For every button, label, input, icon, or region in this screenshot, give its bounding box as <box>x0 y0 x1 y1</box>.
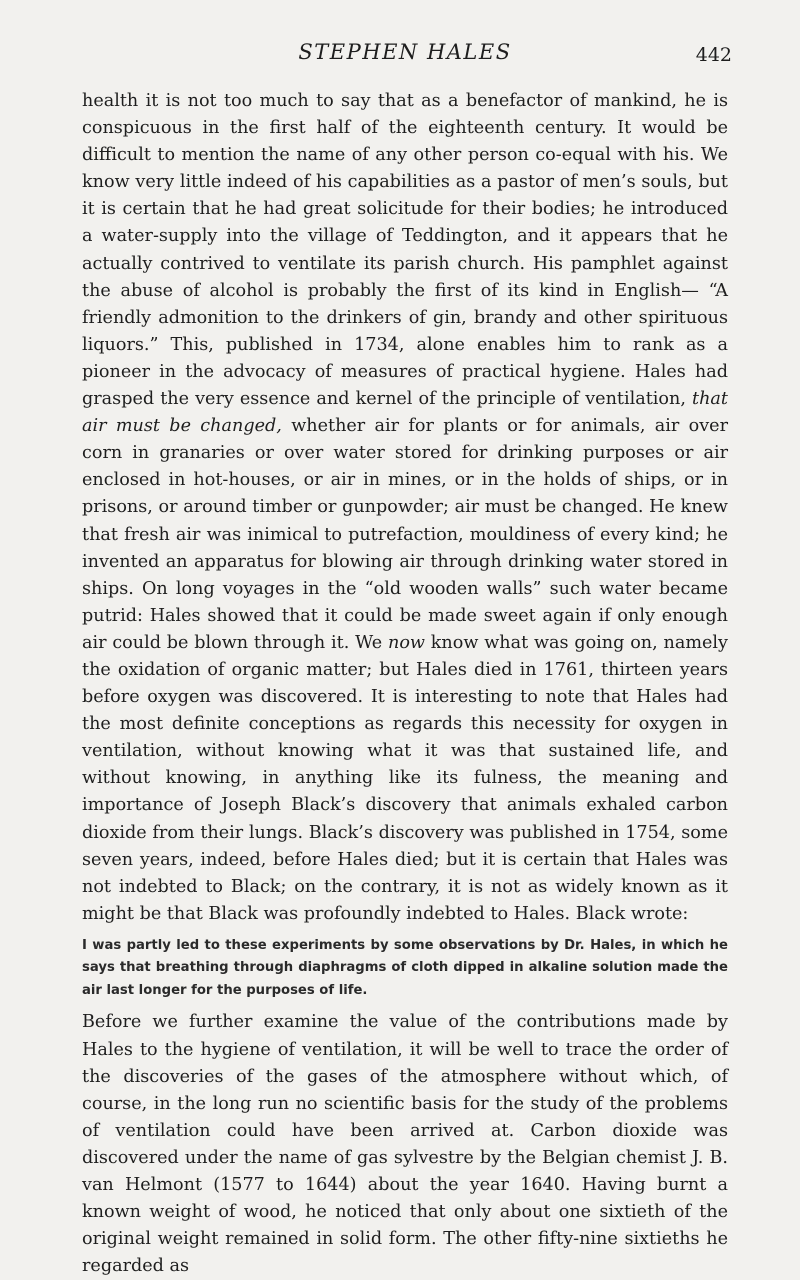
book-page <box>82 40 732 1280</box>
paragraph-second: Before we further examine the value of the contributions made by Hales to the hygiene of ventilation, it will be well to trace the order of the discoveries of the gases of the atmosphere without which, of course, in the long run no scientific basis for the study of the problems of ventilation could have been arrived at. Carbon dioxide was discovered under the name of gas sylvestre by the Belgian chemist J. B. van Helmont (1577 to 1644) about the year 1640. Having burnt a known weight of wood, he noticed that only about one sixtieth of the original weight remained in solid form. The other fifty-nine sixtieths he regarded as <box>82 1012 728 1277</box>
paragraph-main <box>82 88 728 928</box>
paragraph-main-part2: whether air for plants or for animals, air over corn in granaries or over water stored for drinking purposes or air enclosed in hot-houses, or air in mines, or in the holds of ships, or in prisons, or around timber or gunpowder; air must be changed. He knew that fresh air was inimical to putrefaction, mouldiness of every kind; he invented an apparatus for blowing air through drinking water stored in ships. On long voyages in the “old wooden walls” such water became putrid: Hales showed that it could be made sweet again if only enough air could be blown through it. We <box>82 416 728 653</box>
paragraph-main-part3: know what was going on, namely the oxidation of organic matter; but Hales died in 1761, thirteen years before oxygen was discovered. It is interesting to note that Hales had the most definite conceptions as regards this necessity for oxygen in ventilation, without knowing what it was that sustained life, and without knowing, in anything like its fulness, the meaning and importance of Joseph Black’s discovery that animals exhaled carbon dioxide from their lungs. Black’s discovery was published in 1754, some seven years, indeed, before Hales died; but it is certain that Hales was not indebted to Black; on the contrary, it is not as widely known as it might be that Black was profoundly indebted to Hales. Black wrote: <box>82 632 728 924</box>
italic-phrase-air-changed: that air must be changed, <box>82 389 728 437</box>
block-quote-black: I was partly led to these experiments by some observations by Dr. Hales, in which he says that breathing through diaphragms of cloth dipped in alkaline solution made the air last longer for the purposes of life. <box>82 937 728 998</box>
running-title: STEPHEN HALES <box>298 40 512 64</box>
italic-word-now: now <box>387 632 425 653</box>
running-head <box>82 40 732 74</box>
paragraph-main-part1: health it is not too much to say that as a benefactor of mankind, he is conspicuous in the first half of the eighteenth century. It would be difficult to mention the name of any other person co-equal with his. We know very little indeed of his capabilities as a pastor of men’s souls, but it is certain that he had great solicitude for their bodies; he introduced a water-supply into the village of Teddington, and it appears that he actually contrived to ventilate its parish church. His pamphlet against the abuse of alcohol is probably the first of its kind in English— “A friendly admonition to the drinkers of gin, brandy and other spirituous liquors.” This, published in 1734, alone enables him to rank as a pioneer in the advocacy of measures of practical hygiene. Hales had grasped the very essence and kernel of the principle of ventilation, <box>82 91 728 410</box>
page-number: 442 <box>695 44 732 66</box>
